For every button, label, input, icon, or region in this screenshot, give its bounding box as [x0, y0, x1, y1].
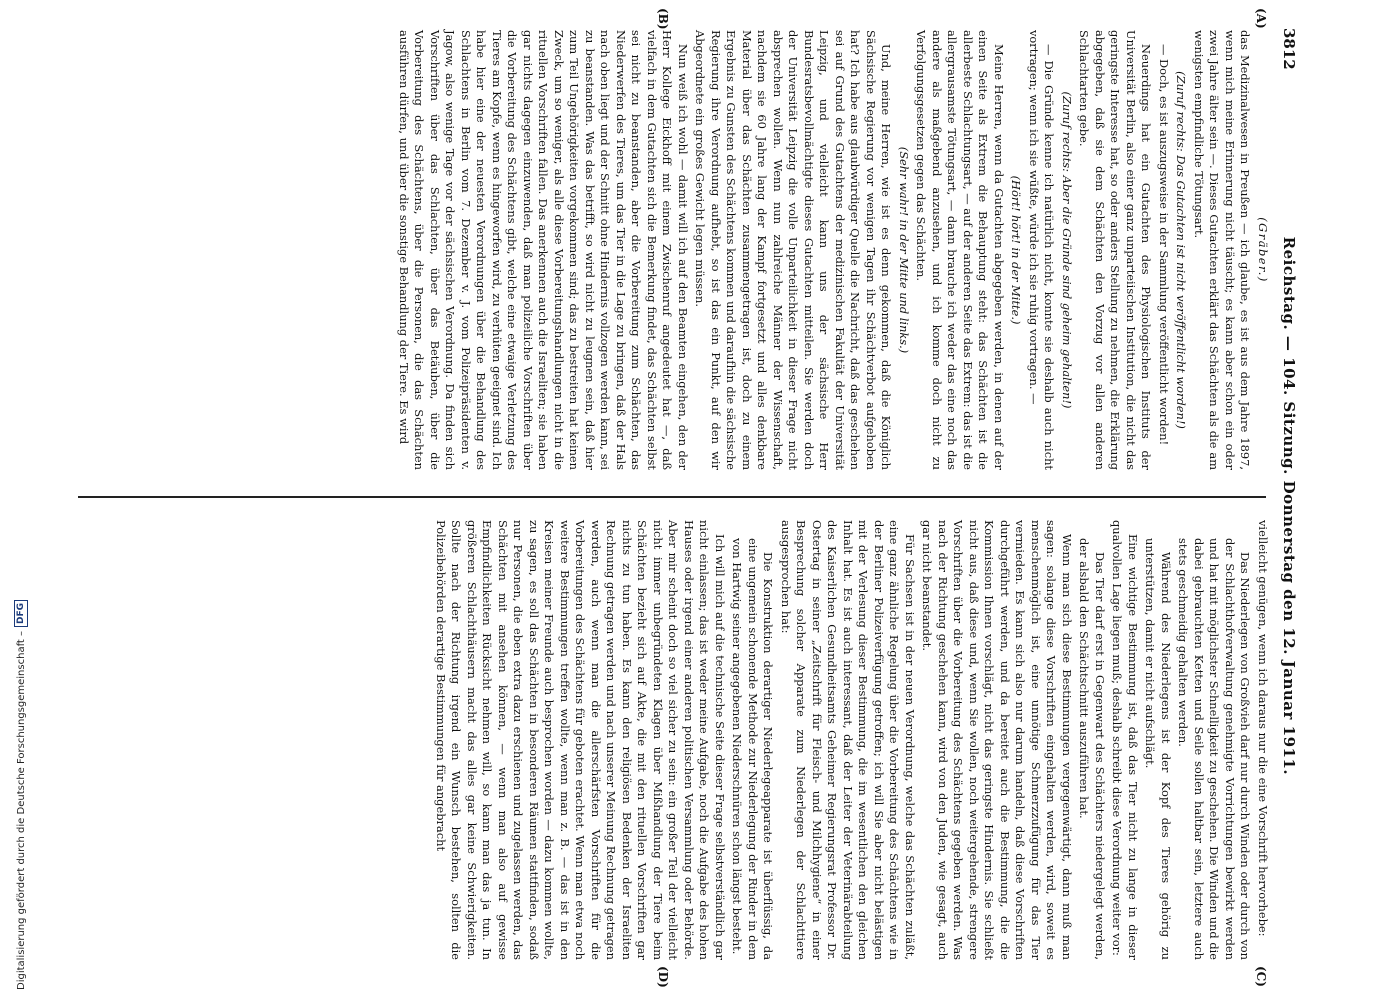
paragraph: Nun weiß ich wohl — damit will ich auf den Beamten eingehen, den der Herr Kollege Eickhoff mit einem Zwischenruf angedeutet hat —, daß vielfach in dem Gutachten sich die Bemerkung findet, das Schächten selbst sei nicht zu beanstanden, aber die Vorbereitung zum Schächten, das Niederwerfen des Tieres, um das Tier in die Lage zu bringen, daß der Hals nach oben liegt und der Schnitt ohne Hindernis vollzogen werden kann, sei zu beanstanden. Was das betrifft, so wird nicht zu leugnen sein, daß hier zum Teil Ungehörigkeiten vorgekommen sind; das zu bestreiten hat keinen Zweck, um so weniger, als alle diese Vorbereitungshandlungen nicht in die rituellen Vorschriften fallen. Das anerkennen auch die Israeliten; sie haben gar nichts dagegen einzuwenden, daß man polizeiliche Vorschriften über die Vorbereitung des Schächtens gibt, welche eine etwaige Verletzung des Tieres am Kopfe, wenn es hingeworfen wird, zu verhüten geeignet sind. Ich habe hier eine der neuesten Verordnungen über die Behandlung des Schlachtens in Berlin vom 7. Dezember v. J. vom Polizeipräsidenten v. Jagow, also wenige Tage vor der sächsischen Verordnung. Da finden sich Vorschriften über das Schlachten, über das Betäuben, über die Vorbereitung des Schächtens, über die Personen, die das Schächten ausführen dürfen, und über die sonstige Behandlung der Tiere. Es wird — [397, 30, 690, 470]
paragraph: Eine wichtige Bestimmung ist, daß das Tier nicht zu lange in dieser qualvollen Lage liegen muß; deshalb schreibt diese Verordnung weiter vor: — [1110, 520, 1140, 960]
quoted-regulation: Das Tier darf erst in Gegenwart des Schächters niedergelegt werden, der alsbald den Schächtschnitt auszuführen hat. — [1077, 538, 1107, 960]
margin-mark-c: (C) — [1254, 966, 1268, 987]
paragraph: — Doch, es ist auszugsweise in der Sammlung veröffentlicht worden! — [1157, 44, 1171, 446]
interjection: (Zuruf rechts: Aber die Gründe sind geheim gehalten!) — [1060, 91, 1074, 409]
paragraph: vielleicht genügen, wenn ich daraus nur die eine Vorschrift hervorhebe: — [1256, 520, 1270, 937]
column-divider — [78, 496, 1266, 498]
paragraph: Meine Herren, wenn da Gutachten abgegeben werden, in denen auf der einen Seite als Extrem die Behauptung steht: das Schächten ist die allerbeste Schlachtungsart, — auf der anderen Seite das Extrem: das ist die allergrausamste Tötungsart, — dann brauche ich weder das eine noch das andere als maßgebend anzusehen, und ich komme doch nicht zu Verfolgungsgesetzen gegen das Schächten. — [914, 30, 1006, 470]
quoted-regulation: Das Niederlegen von Großvieh darf nur durch Winden oder durch von der Schlachthofverwaltung genehmigte Vorrichtungen bewirkt werden und hat mit möglichster Schnelligkeit zu geschehen. Die Winden und die dabei gebrauchten Ketten und Seile sollen haltbar sein, letztere auch stets geschmeidig gehalten werden. — [1176, 538, 1253, 960]
interjection: (Zuruf rechts: Das Gutachten ist nicht veröffentlicht worden!) — [1174, 71, 1189, 429]
left-column — [72, 30, 1270, 470]
right-column — [72, 520, 1270, 960]
credit-text: Digitalisierung gefördert durch die Deutsche Forschungsgemeinschaft – — [15, 630, 27, 990]
dfg-logo: DFG — [14, 600, 28, 627]
margin-mark-a: (A) — [1254, 8, 1268, 29]
paragraph: Neuerdings hat ein Gutachten des Physiologischen Instituts der Universität Berlin, also einer ganz unparteiischen Institution, die nicht das geringste Interesse hat, so oder anders Stellung zu nehmen, die Erklärung abgegeben, daß sie dem Schächten den Vorzug vor allen anderen Schlachtarten gebe. — [1077, 30, 1154, 470]
quoted-regulation: Während des Niederlegens ist der Kopf des Tieres gehörig zu unterstützen, damit er nicht aufschlägt. — [1143, 538, 1173, 960]
page-number: 3812 — [1280, 28, 1298, 70]
margin-mark-b: (B) — [656, 8, 670, 30]
digitization-credit — [0, 0, 27, 1000]
scanned-page — [60, 0, 1310, 1000]
paragraph: Und, meine Herren, wie ist es denn gekommen, daß die Königlich Sächsische Regierung vor wenigen Tagen ihr Schächtverbot aufgehoben hat? Ich habe aus glaubwürdiger Quelle die Nachricht, daß das geschehen sei auf Grund des Gutachtens der medizinischen Fakultät der Universität Leipzig, und vielleicht kann uns der sächsische Herr Bundesratsbevollmächtigte dieses Gutachten mitteilen. Sie werden doch der Universität Leipzig die volle Unparteilichkeit in dieser Frage nicht absprechen wollen. Wenn nun zahlreiche Männer der Wissenschaft, nachdem sie 60 Jahre lang der Kampf fortgesetzt und alles denkbare Material über das Schächten zusammengetragen ist, doch zu einem Ergebnis zu Gunsten des Schächtens kommen und daraufhin die sächsische Regierung ihre Verordnung aufhebt, so ist das ein Punkt, auf den wir Abgeordnete ein großes Gewicht legen müssen. — [693, 30, 894, 470]
paragraph: Ich will mich auf die technische Seite dieser Frage selbstverständlich gar nicht einlassen; das ist weder meine Aufgabe, noch die Aufgabe des hohen Hauses oder irgend einer anderen politischen Versammlung oder Behörde. Aber mir scheint doch so viel sicher zu sein: ein großer Teil der vielleicht nicht immer unbegründeten Klagen über Mißhandlung der Tiere beim Schächten bezieht sich auf Akte, die mit den rituellen Vorschriften gar nichts zu tun haben. Es kann den religiösen Bedenken der Israeliten Rechnung getragen werden und nach unserer Meinung Rechnung getragen werden, auch wenn man die allerschärfsten Vorschriften für die Vorbereitungen des Schächtens für geboten erachtet. Wenn man etwa noch weitere Bestimmungen treffen wollte, wenn man z. B. — das ist in den Kreisen meiner Freunde auch besprochen worden — dazu kommen wollte, zu sagen, es soll das Schächten in besonderen Räumen stattfinden, sodaß nur Personen, die eben extra dazu erschienen und zugelassen werden, das Schächten mit ansehen können, — wenn man also auf gewisse Empfindlichkeiten Rücksicht nehmen will, so kann man das ja tun. In größeren Schlachthäusern macht das alles gar keine Schwierigkeiten. Sollte nach der Richtung irgend ein Wunsch bestehen, sollten die Polizeibehörden derartige Bestimmungen für angebracht — [434, 520, 727, 960]
interjection: (Sehr wahr! in der Mitte und links.) — [897, 146, 911, 354]
paragraph: Wenn man sich diese Bestimmungen vergegenwärtigt, dann muß man sagen: solange diese Vorschriften eingehalten werden, wird, soweit es menschenmöglich ist, eine unnötige Schmerzzufügung für das Tier vermieden. Es kann sich also nur darum handeln, daß diese Vorschriften durchgeführt werden, und da bereitet auch die Bestimmung, die die Kommission Ihnen vorschlägt, nicht das geringste Hindernis. Sie schließt nicht aus, daß diese und, wenn Sie wollen, noch weitergehende, strengere Vorschriften über die Vorbereitung des Schächtens gegeben werden. Was nach der Richtung geschehen kann, wird von den Juden, wie gesagt, auch gar nicht beanstandet. — [920, 520, 1074, 960]
page-title: Reichstag. — 104. Sitzung. Donnerstag den 12. Januar 1911. — [1280, 236, 1298, 776]
quoted-statement: Die Konstruktion derartiger Niederlegeapparate ist überflüssig, da eine ungemein schonende Methode zur Niederlegung der Rinder in dem von Hartwig seiner angegebenen Niederschnüren schon längst besteht. — [730, 538, 776, 960]
speaker-label: (Gräber.) — [1256, 217, 1270, 283]
page-header — [1276, 28, 1302, 972]
paragraph: das Medizinalwesen in Preußen — ich glaube, es ist aus dem Jahre 1897, wenn mich meine Erinnerung nicht täuscht; es kann aber schon ein oder zwei Jahre älter sein —. Dieses Gutachten erklärt das Schächten als die am wenigsten empfindliche Tötungsart. — [1192, 30, 1253, 470]
paragraph: — Die Gründe kenne ich natürlich nicht, konnte sie deshalb auch nicht vortragen; wenn ich sie wüßte, würde ich sie ruhig vortragen. — — [1027, 30, 1057, 470]
margin-mark-d: (D) — [656, 966, 670, 988]
paragraph: Für Sachsen ist in der neuen Verordnung, welche das Schächten zuläßt, eine ganz ähnliche Regelung über die Vorbereitung des Schächtens wie in der Berliner Polizeiverfügung getroffen; ich will Sie aber nicht belästigen mit der Verlesung dieser Bestimmung, die im wesentlichen den gleichen Inhalt hat. Es ist auch interessant, daß der Leiter der Veterinärabteilung des Kaiserlichen Gesundheitsamts Geheimer Regierungsrat Professor Dr. Ostertag in seiner „Zeitschrift für Fleisch- und Milchhygiene“ in einer Besprechung solcher Apparate zum Niederlegen der Schlachttiere ausgesprochen hat: — [779, 520, 917, 960]
interjection: (Hört! hört! in der Mitte.) — [1009, 175, 1024, 325]
